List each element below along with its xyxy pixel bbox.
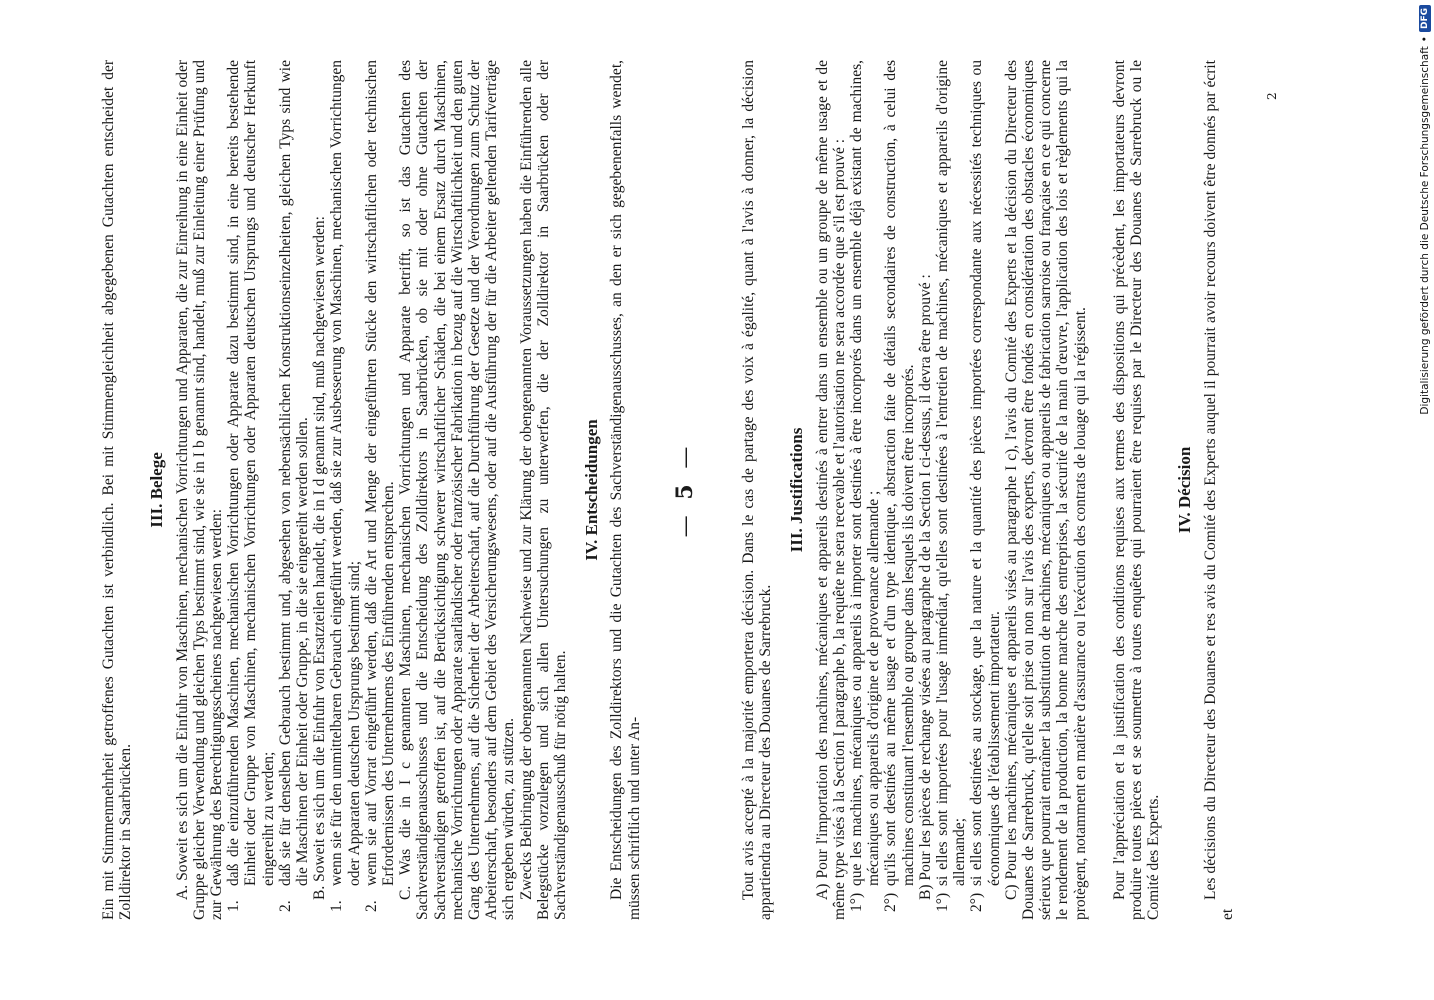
item-number: 2.	[362, 900, 380, 912]
item-number: 1°)	[848, 892, 866, 912]
french-intro: Tout avis accepté à la majorité emportera décision. Dans le cas de partage des voix à égalité, quant à l'avis à donner, la décision appartiendra au Directeur des Douanes de Sarrebruck.	[740, 60, 775, 920]
german-item-a1	[225, 60, 277, 920]
german-para-c: C. Was die in I c genannten Maschinen, mechanischen Vorrichtungen und Apparate betrifft, so ist das Gutachten des Sachverständigenausschusses und die Entscheidung des Zolldirektors in Saarbrücken, ob sie mit oder ohne Gutachten der Sachverständigen getroffen ist, auf die Berücksichtigung schwerer wirtschaftlicher Schäden, die bei einem Ersatz durch Maschinen, mechanische Vorrichtungen oder Apparate saarländischer oder französischer Fabrikation in bezug auf die Wirtschaftlichkeit und den guten Gang des Unternehmens, auf die Sicherheit der Arbeiterschaft, auf die Durchführung der Gesetze und der Verordnungen zum Schutz der Arbeiterschaft, besonders auf dem Gebiet des Versicherungswesens, oder auf die Ausführung der für die Arbeiter geltenden Tarifverträge sich ergeben würden, zu stützen.	[397, 60, 518, 920]
german-item-b1	[328, 60, 362, 920]
german-item-b2	[363, 60, 397, 920]
french-column	[740, 60, 1236, 920]
item-number: 2°)	[882, 892, 900, 912]
item-text: daß sie für denselben Gebrauch bestimmt und, abgesehen von nebensächlichen Konstruktionseinzelheiten, gleichen Typs sind wie die Maschinen der Einheit oder Gruppe, in die sie eingereiht werden sollen.	[276, 60, 312, 886]
item-number: 2°)	[968, 892, 986, 912]
item-number: 1°)	[934, 892, 952, 912]
german-item-a2	[277, 60, 311, 920]
item-number: 1.	[225, 900, 243, 912]
german-para-d: Zwecks Beibringung der obengenannten Nachweise und zur Klärung der obengenannten Voraussetzungen haben die Einführenden alle Belegstücke vorzulegen und sich allen Untersuchungen zu unterwerfen, die der Zolldirektor in Saarbrücken oder der Sachverständigenausschuß für nötig halten.	[517, 60, 570, 920]
spacer	[1089, 60, 1111, 920]
item-text: qu'ils sont destinés au même usage et d'un type identique, abstraction faite de détails secondaires de construction, à celui des machines constituant l'ensemble ou groupe dans lesquels ils doivent être incorporés.	[882, 60, 917, 886]
item-text: si elles sont destinées au stockage, que la nature et la quantité des pièces importées correspondante aux nécessités techniques ou économiques de l'établissement importateur.	[968, 60, 1003, 886]
dfg-logo: DFG	[1419, 5, 1431, 32]
rotated-page-content	[100, 60, 1280, 920]
french-item-b2	[968, 60, 1002, 920]
dfg-credit-text: Digitalisierung gefördert durch die Deutsche Forschungsgemeinschaft	[1419, 46, 1431, 415]
french-heading-justifications: III. Justifications	[787, 427, 807, 553]
item-text: wenn sie auf Vorrat eingeführt werden, daß die Art und Menge der eingeführten Stücke den wirtschaftlichen oder technischen Erfordernissen des Unternehmens des Einführenden entsprechen.	[362, 60, 398, 886]
german-intro: Ein mit Stimmenmehrheit getroffenes Gutachten ist verbindlich. Bei mit Stimmengleichheit abgegebenen Gutachten entscheidet der Zolldirektor in Saarbrücken.	[100, 60, 135, 920]
german-heading-belege: III. Belege	[147, 452, 167, 528]
page-number-value: 5	[672, 480, 698, 500]
german-heading-entscheidungen: IV. Entscheidungen	[582, 419, 602, 561]
german-column	[100, 60, 643, 920]
item-number: 1.	[328, 900, 346, 912]
item-text: que les machines, mécaniques ou appareils à importer sont destinés à être incorporés dans un ensemble déjà existant de machines, mécaniques ou appareils d'origine et de provenance allemande ;	[848, 60, 883, 886]
page-number	[672, 435, 698, 545]
item-number: 2.	[276, 900, 294, 912]
dfg-credit	[1416, 5, 1434, 995]
item-text: daß die einzuführenden Maschinen, mechanischen Vorrichtungen oder Apparate dazu bestimmt sind, in eine bereits bestehende Einheit oder Gruppe von Maschinen, mechanischen Vorrichtungen oder Apparaten deutschen Ursprungs und deutscher Herkunft eingereiht zu werden;	[225, 60, 277, 886]
dfg-separator: •	[1419, 36, 1431, 43]
sheet-signature-mark: 2	[1265, 92, 1279, 100]
item-text: si elles sont importées pour l'usage immédiat, qu'elles sont destinées à l'entretien de machines, mécaniques et appareils d'origine allemande;	[934, 60, 969, 886]
french-para-a: A) Pour l'importation des machines, mécaniques et appareils destinés à entrer dans un ensemble ou un groupe de même usage et de même type visés à la Section I paragraphe b, la requête ne sera recevable et l'autorisation ne sera accordée que s'il est prouvé :	[813, 60, 848, 920]
page-dash-right: —	[673, 442, 698, 469]
item-text: wenn sie für den unmittelbaren Gebrauch eingeführt werden, daß sie zur Ausbesserung von Maschinen, mechanischen Vorrichtungen oder Apparaten deutschen Ursprungs bestimmt sind;	[328, 60, 363, 886]
german-para-a: A. Soweit es sich um die Einfuhr von Maschinen, mechanischen Vorrichtungen und Apparaten, die zur Einreihung in eine Einheit oder Gruppe gleicher Verwendung und gleichen Typs bestimmt sind, wie sie in I b genannt sind, handelt, muß zur Einleitung einer Prüfung und zur Gewährung des Berechtigungsscheines nachgewiesen werden:	[173, 60, 226, 920]
german-para-b: B. Soweit es sich um die Einfuhr von Ersatzteilen handelt, die in I d genannt sind, muß nachgewiesen werden:	[311, 216, 329, 900]
french-item-a2	[882, 60, 916, 920]
french-para-e: Les décisions du Directeur des Douanes et res avis du Comité des Experts auquel il pourrait avoir recours doivent être donnés par écrit et	[1201, 60, 1236, 920]
french-para-c: C) Pour les machines, mécaniques et appareils visés au paragraphe I c), l'avis du Comité des Experts et la décision du Directeur des Douanes de Sarrebruck, qu'elle soit prise ou non sur l'avis des experts, devront être fondés en considération des obstacles économiques sérieux que pourrait entraîner la substitution de machines, mécaniques ou appareils de fabrication sarroise ou française en ce qui concerne le rendement de la production, la bonne marche des entreprises, la sécurité de la main d'œuvre, l'application des lois et règlements qui la protègent, notamment en matière d'assurance ou l'exécution des contrats de louage qui la régissent.	[1002, 60, 1089, 920]
page-dash-left: —	[673, 511, 698, 538]
french-para-d: Pour l'appréciation et la justification des conditions requises aux termes des dispositions qui précèdent, les importateurs devront produire toutes pièces et se soumettre à toutes enquêtes qui pourraient être requises par le Directeur des Douanes de Sarrebruck ou le Comité des Experts.	[1110, 60, 1163, 920]
french-para-b: B) Pour les pièces de rechange visées au paragraphe d de la Section I ci-dessus, il devra être prouvé :	[916, 274, 934, 900]
french-item-b1	[934, 60, 968, 920]
french-heading-decision: IV. Décision	[1175, 446, 1195, 534]
french-item-a1	[848, 60, 882, 920]
dfg-credit-strip	[1416, 5, 1434, 995]
german-para-e: Die Entscheidungen des Zolldirektors und die Gutachten des Sachverständigenausschusses, an den er sich gegebenenfalls wendet, müssen schriftlich und unter An-	[608, 60, 643, 920]
